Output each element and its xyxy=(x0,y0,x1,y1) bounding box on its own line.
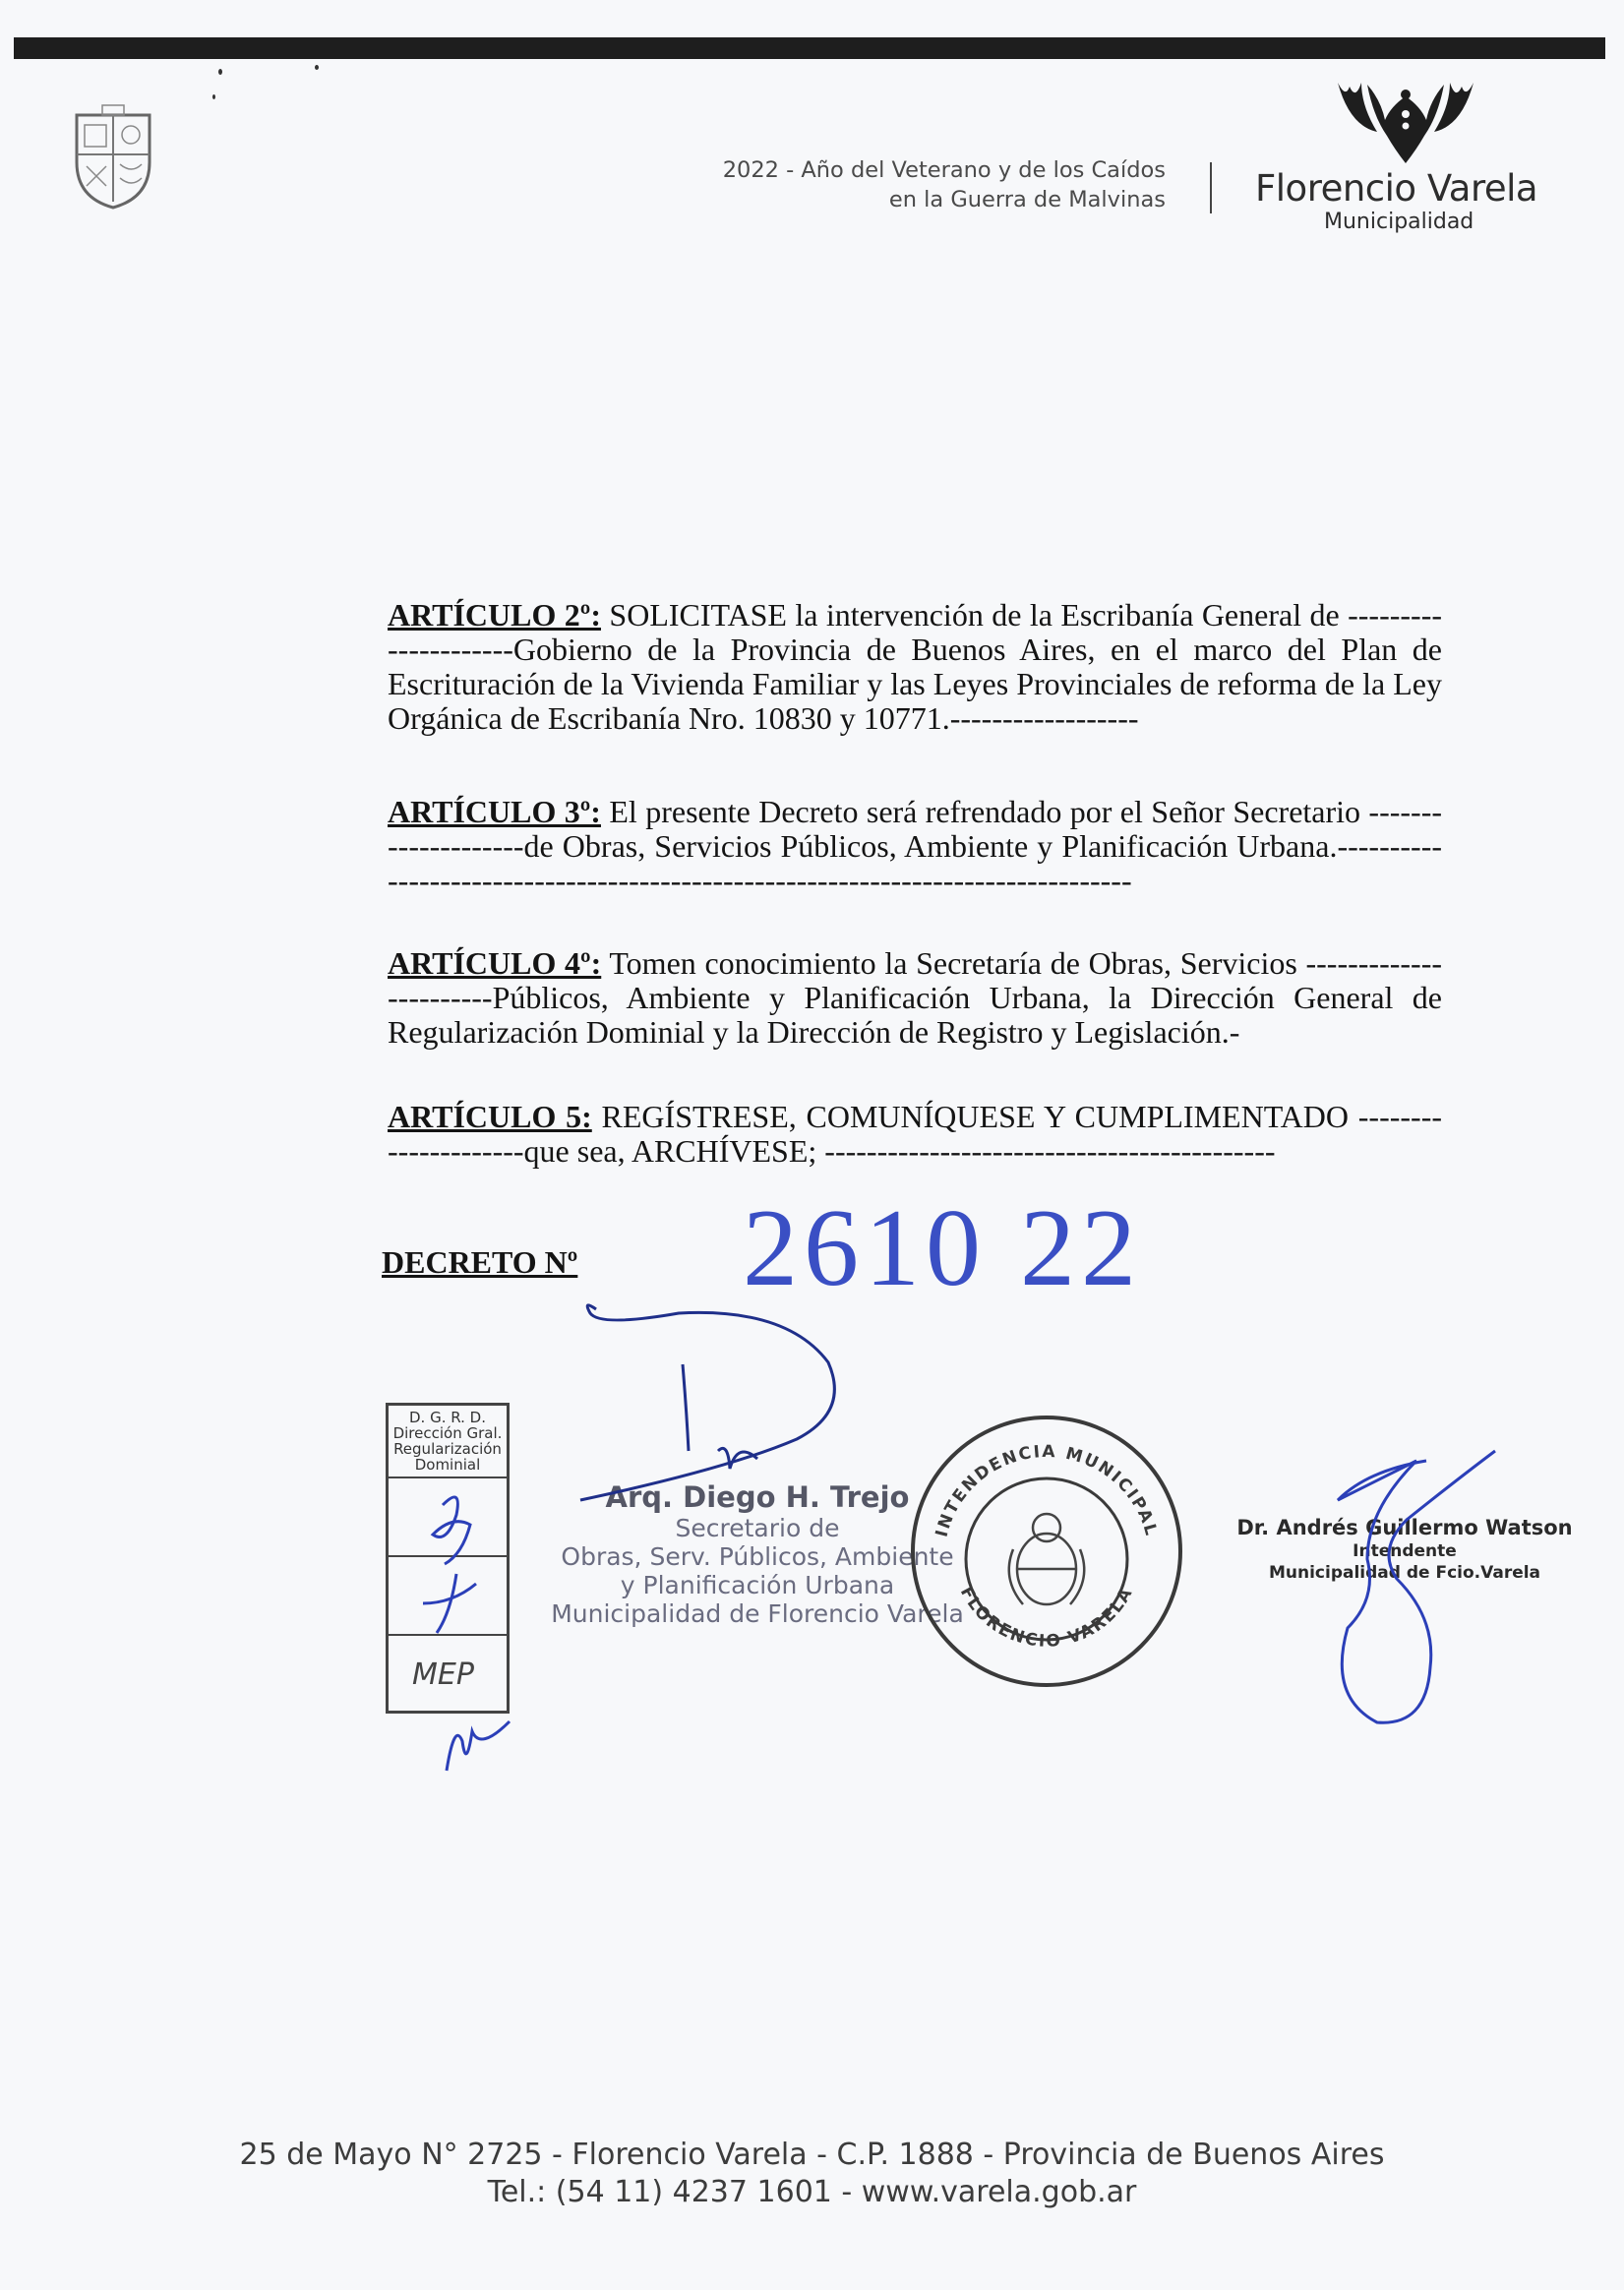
dgrd-line-2: Dirección Gral. xyxy=(392,1424,503,1442)
article-label: ARTÍCULO 2º: xyxy=(388,597,601,633)
municipal-seal xyxy=(907,1412,1187,1692)
scan-speck xyxy=(212,94,215,99)
motto-line-1: 2022 - Año del Veterano y de los Caídos xyxy=(722,157,1166,183)
article-4 xyxy=(388,946,1442,1050)
secretary-line-4: Municipalidad de Florencio Varela xyxy=(551,1599,964,1628)
dgrd-initials: MEP xyxy=(412,1657,474,1692)
coat-of-arms-logo xyxy=(69,103,157,211)
dgrd-cell xyxy=(389,1557,507,1636)
footer-contact: Tel.: (54 11) 4237 1601 - www.varela.gob.ar xyxy=(487,2175,1137,2209)
svg-text:INTENDENCIA MUNICIPAL xyxy=(932,1442,1162,1539)
secretary-stamp xyxy=(551,1480,964,1628)
secretary-line-2: Obras, Serv. Públicos, Ambiente xyxy=(561,1542,954,1571)
secretary-name: Arq. Diego H. Trejo xyxy=(605,1480,910,1514)
article-text: El presente Decreto será refrendado por el Señor Secretario --------------------de Obras, Servicios Públicos, Ambiente y Planificación Urbana.--------------------------------------------------------------------------------- xyxy=(388,794,1443,898)
dgrd-cell xyxy=(389,1636,507,1715)
article-label: ARTÍCULO 3º: xyxy=(388,794,601,829)
mayor-signature xyxy=(1308,1431,1515,1736)
dgrd-stamp-header xyxy=(389,1406,507,1478)
article-label: ARTÍCULO 4º: xyxy=(388,945,602,981)
article-3 xyxy=(388,795,1442,898)
scan-speck xyxy=(315,65,319,70)
seal-top-text: INTENDENCIA MUNICIPAL xyxy=(932,1441,1162,1539)
brand-subtitle: Municipalidad xyxy=(1324,210,1474,234)
dgrd-stamp xyxy=(386,1403,510,1714)
mayor-organization: Municipalidad de Fcio.Varela xyxy=(1268,1563,1541,1583)
national-emblem-icon xyxy=(1009,1514,1084,1604)
footer-address: 25 de Mayo N° 2725 - Florencio Varela - C.P. 1888 - Provincia de Buenos Aires xyxy=(239,2138,1385,2172)
header-motto xyxy=(723,155,1166,214)
scan-speck xyxy=(218,69,222,75)
brand-name: Florencio Varela xyxy=(1255,167,1538,210)
secretary-line-1: Secretario de xyxy=(675,1514,840,1542)
dgrd-cell xyxy=(389,1478,507,1557)
mayor-name: Dr. Andrés Guillermo Watson xyxy=(1236,1516,1573,1539)
header-divider xyxy=(1210,162,1212,213)
article-text: SOLICITASE la intervención de la Escribanía General de ---------------------Gobierno de la Provincia de Buenos Aires, en el marco del Plan de Escrituración de la Vivienda Familiar y las Leyes Provinciales de reforma de la Ley Orgánica de Escribanía Nro. 10830 y 10771.------------------ xyxy=(388,597,1443,736)
scan-top-border xyxy=(14,37,1605,59)
article-label: ARTÍCULO 5: xyxy=(388,1099,592,1134)
dgrd-line-1: D. G. R. D. xyxy=(409,1409,486,1426)
page-footer xyxy=(0,2137,1624,2211)
mayor-title: Intendente xyxy=(1353,1541,1457,1561)
article-text: Tomen conocimiento la Secretaría de Obras, Servicios -----------------------Públicos, Ambiente y Planificación Urbana, la Dirección General de Regularización Dominial y la Dirección de Registro y Legislación.- xyxy=(388,945,1442,1050)
article-text: REGÍSTRESE, COMUNÍQUESE Y CUMPLIMENTADO ---------------------que sea, ARCHÍVESE; ------------------------------------------- xyxy=(388,1099,1443,1169)
florencio-varela-logo xyxy=(1328,77,1483,165)
decree-number-stamp: 2610 22 xyxy=(743,1187,1142,1309)
seal-bottom-text: FLORENCIO VARELA xyxy=(955,1583,1138,1652)
motto-line-2: en la Guerra de Malvinas xyxy=(888,187,1166,212)
article-5 xyxy=(388,1100,1442,1169)
dgrd-line-3: Regularización xyxy=(393,1440,502,1458)
decree-label: DECRETO Nº xyxy=(382,1244,578,1280)
svg-text:FLORENCIO VARELA xyxy=(956,1584,1137,1652)
mayor-stamp xyxy=(1218,1515,1592,1584)
article-2 xyxy=(388,598,1442,736)
secretary-line-3: y Planificación Urbana xyxy=(620,1571,895,1599)
dgrd-line-4: Dominial xyxy=(414,1456,481,1474)
